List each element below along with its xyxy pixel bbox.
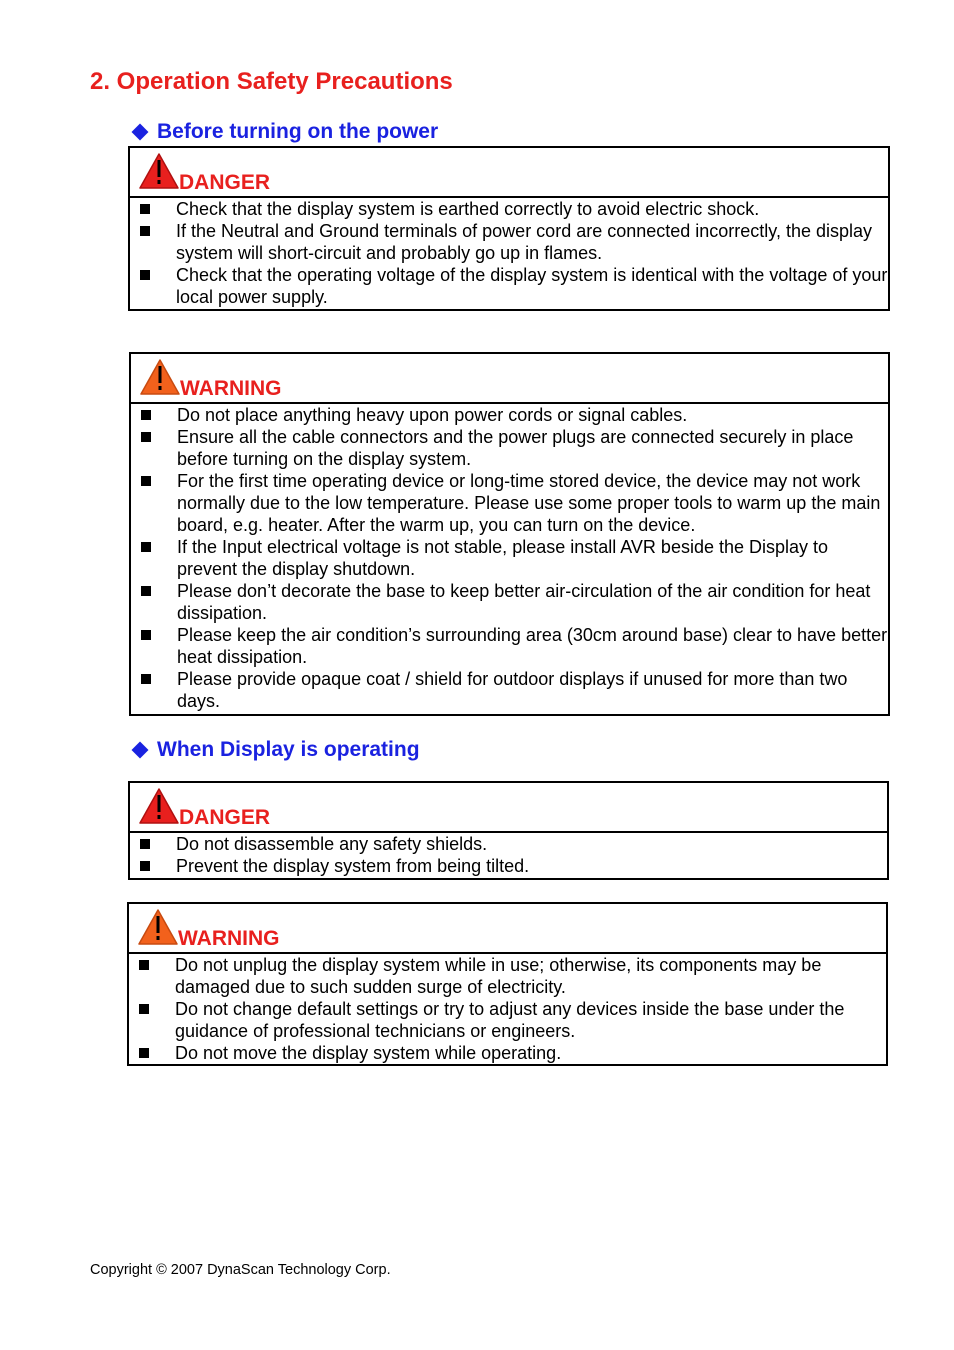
square-bullet-icon xyxy=(141,476,151,486)
warning-box-power xyxy=(129,352,890,716)
square-bullet-icon xyxy=(140,204,150,214)
warning-box-operating xyxy=(127,902,888,1066)
warning-label: WARNING xyxy=(178,927,280,950)
square-bullet-icon xyxy=(141,432,151,442)
square-bullet-icon xyxy=(140,270,150,280)
warning-triangle-icon xyxy=(139,358,181,396)
warning-triangle-icon xyxy=(137,908,179,946)
square-bullet-icon xyxy=(141,586,151,596)
list-item: Do not unplug the display system while in use; otherwise, its components may be damaged due to such sudden surge of electricity. xyxy=(129,954,886,998)
square-bullet-icon xyxy=(141,410,151,420)
square-bullet-icon xyxy=(141,674,151,684)
box-header xyxy=(129,904,886,954)
list-item: Do not disassemble any safety shields. xyxy=(130,833,887,855)
list-item: If the Input electrical voltage is not stable, please install AVR beside the Display to prevent the display shutdown. xyxy=(131,536,888,580)
list-item: Check that the display system is earthed correctly to avoid electric shock. xyxy=(130,198,888,220)
list-item: Please don’t decorate the base to keep better air-circulation of the air condition for heat dissipation. xyxy=(131,580,888,624)
square-bullet-icon xyxy=(141,542,151,552)
danger-label: DANGER xyxy=(179,171,271,194)
danger-box-power xyxy=(128,146,890,311)
square-bullet-icon xyxy=(139,1048,149,1058)
list-item: Please provide opaque coat / shield for outdoor displays if unused for more than two days. xyxy=(131,668,888,712)
section-heading-before-power xyxy=(130,120,438,144)
square-bullet-icon xyxy=(139,960,149,970)
section-heading-text: When Display is operating xyxy=(157,738,420,761)
square-bullet-icon xyxy=(140,226,150,236)
list-item: Ensure all the cable connectors and the power plugs are connected securely in place before turning on the display system. xyxy=(131,426,888,470)
square-bullet-icon xyxy=(140,861,150,871)
page-title: 2. Operation Safety Precautions xyxy=(90,68,453,95)
danger-box-operating xyxy=(128,781,889,880)
square-bullet-icon xyxy=(140,839,150,849)
list-item: Do not change default settings or try to adjust any devices inside the base under the guidance of professional technicians or engineers. xyxy=(129,998,886,1042)
square-bullet-icon xyxy=(139,1004,149,1014)
list-item: Do not place anything heavy upon power cords or signal cables. xyxy=(131,404,888,426)
square-bullet-icon xyxy=(141,630,151,640)
box-header xyxy=(130,783,887,833)
warning-triangle-icon xyxy=(138,787,180,825)
danger-label: DANGER xyxy=(179,806,271,829)
diamond-icon xyxy=(132,742,149,759)
section-heading-text: Before turning on the power xyxy=(157,120,439,143)
box-header xyxy=(130,148,888,198)
section-heading-when-operating xyxy=(130,738,420,762)
list-item: Prevent the display system from being tilted. xyxy=(130,855,887,877)
list-item: Please keep the air condition’s surrounding area (30cm around base) clear to have better heat dissipation. xyxy=(131,624,888,668)
list-item: For the first time operating device or long-time stored device, the device may not work normally due to the low temperature. Please use some proper tools to warm up the main board, e.g. heater. After the warm up, you can turn on the device. xyxy=(131,470,888,536)
copyright-footer: Copyright © 2007 DynaScan Technology Corp. xyxy=(90,1262,391,1278)
warning-triangle-icon xyxy=(138,152,180,190)
list-item: Check that the operating voltage of the display system is identical with the voltage of your local power supply. xyxy=(130,264,888,308)
box-header xyxy=(131,354,888,404)
list-item: If the Neutral and Ground terminals of power cord are connected incorrectly, the display system will short-circuit and probably go up in flames. xyxy=(130,220,888,264)
warning-label: WARNING xyxy=(180,377,282,400)
diamond-icon xyxy=(132,124,149,141)
list-item: Do not move the display system while operating. xyxy=(129,1042,886,1064)
